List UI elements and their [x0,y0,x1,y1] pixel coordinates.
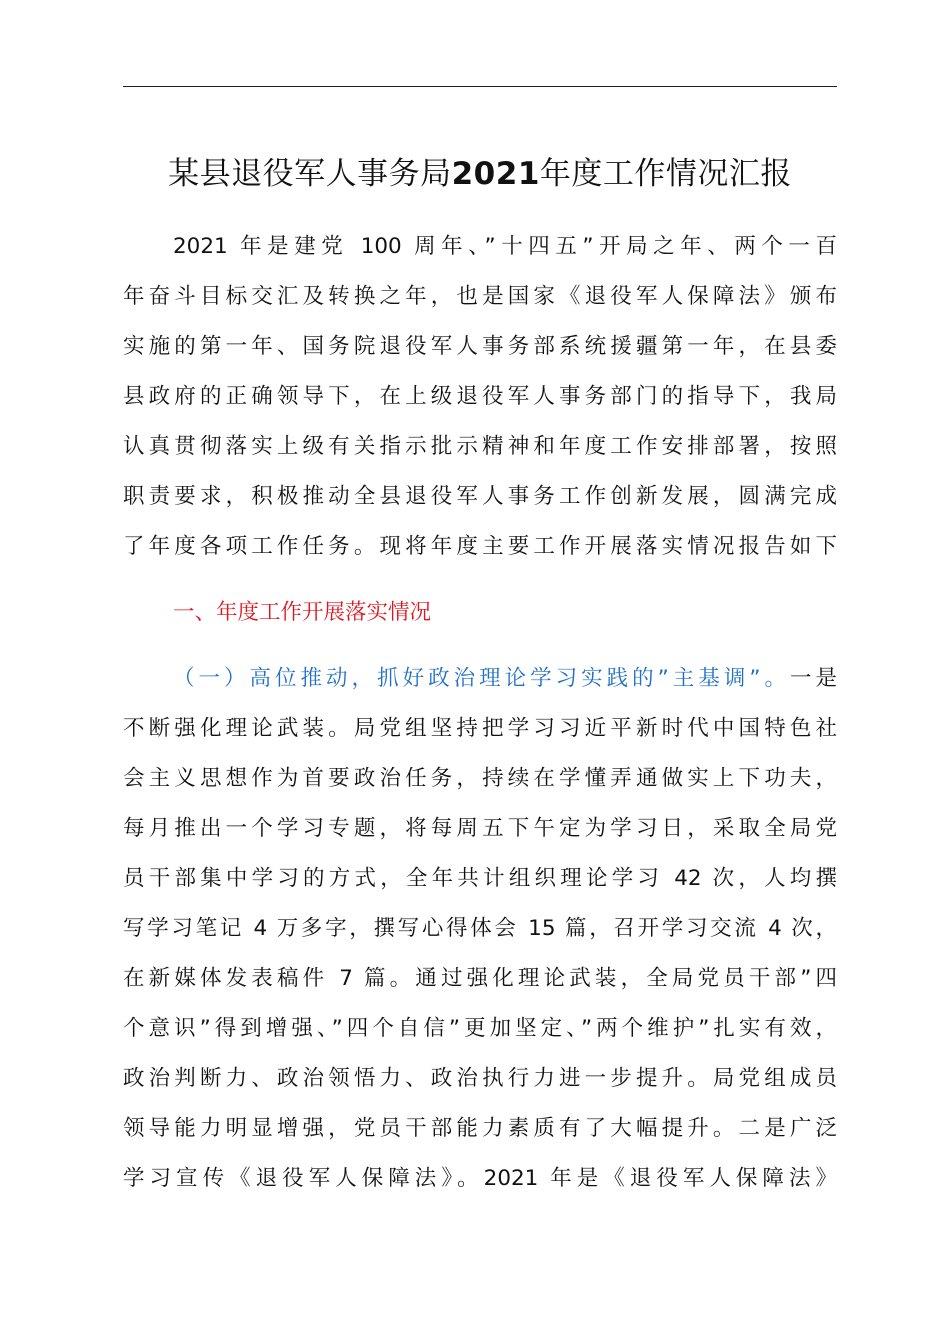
section-heading: 一、年度工作开展落实情况 [173,600,432,625]
section-line: 个意识”得到增强、”四个自信”更加坚定、”两个维护”扎实有效， [123,1016,837,1041]
section-line: 政治判断力、政治领悟力、政治执行力进一步提升。局党组成员 [123,1066,837,1091]
section-first-line-rest: 一是 [789,666,837,691]
document-title [123,148,837,200]
section-line: 领导能力明显增强，党员干部能力素质有了大幅提升。二是广泛 [123,1116,837,1141]
title-suffix: 年度工作情况汇报 [539,156,792,192]
section-line: 员干部集中学习的方式，全年共计组织理论学习 42 次，人均撰 [123,866,837,891]
section-line: 学习宣传《退役军人保障法》。2021 年是《退役军人保障法》 [123,1166,837,1191]
intro-line: 县政府的正确领导下，在上级退役军人事务部门的指导下，我局 [123,384,837,409]
intro-line: 认真贯彻落实上级有关指示批示精神和年度工作安排部署，按照 [123,434,837,459]
intro-line: 2021 年是建党 100 周年、”十四五”开局之年、两个一百 [173,234,837,259]
intro-paragraph [123,222,837,572]
section-line: 写学习笔记 4 万多字，撰写心得体会 15 篇，召开学习交流 4 次， [123,916,837,941]
title-prefix: 某县退役军人事务局 [168,156,452,192]
header-rule [123,86,837,87]
section-paragraph [123,654,837,1204]
subsection-heading: （一）高位推动，抓好政治理论学习实践的”主基调”。 [173,666,790,691]
section-first-line [123,654,837,704]
section-line: 每月推出一个学习专题，将每周五下午定为学习日，采取全局党 [123,816,837,841]
intro-line: 职责要求，积极推动全县退役军人事务工作创新发展，圆满完成 [123,484,837,509]
intro-line: 年奋斗目标交汇及转换之年，也是国家《退役军人保障法》颁布 [123,284,837,309]
title-year: 2021 [451,156,540,192]
section-line: 会主义思想作为首要政治任务，持续在学懂弄通做实上下功夫， [123,766,837,791]
section-line: 不断强化理论武装。局党组坚持把学习习近平新时代中国特色社 [123,716,837,741]
intro-line: 实施的第一年、国务院退役军人事务部系统援疆第一年，在县委 [123,334,837,359]
section-line: 在新媒体发表稿件 7 篇。通过强化理论武装，全局党员干部”四 [123,966,837,991]
intro-line: 了年度各项工作任务。现将年度主要工作开展落实情况报告如下 [123,534,837,559]
